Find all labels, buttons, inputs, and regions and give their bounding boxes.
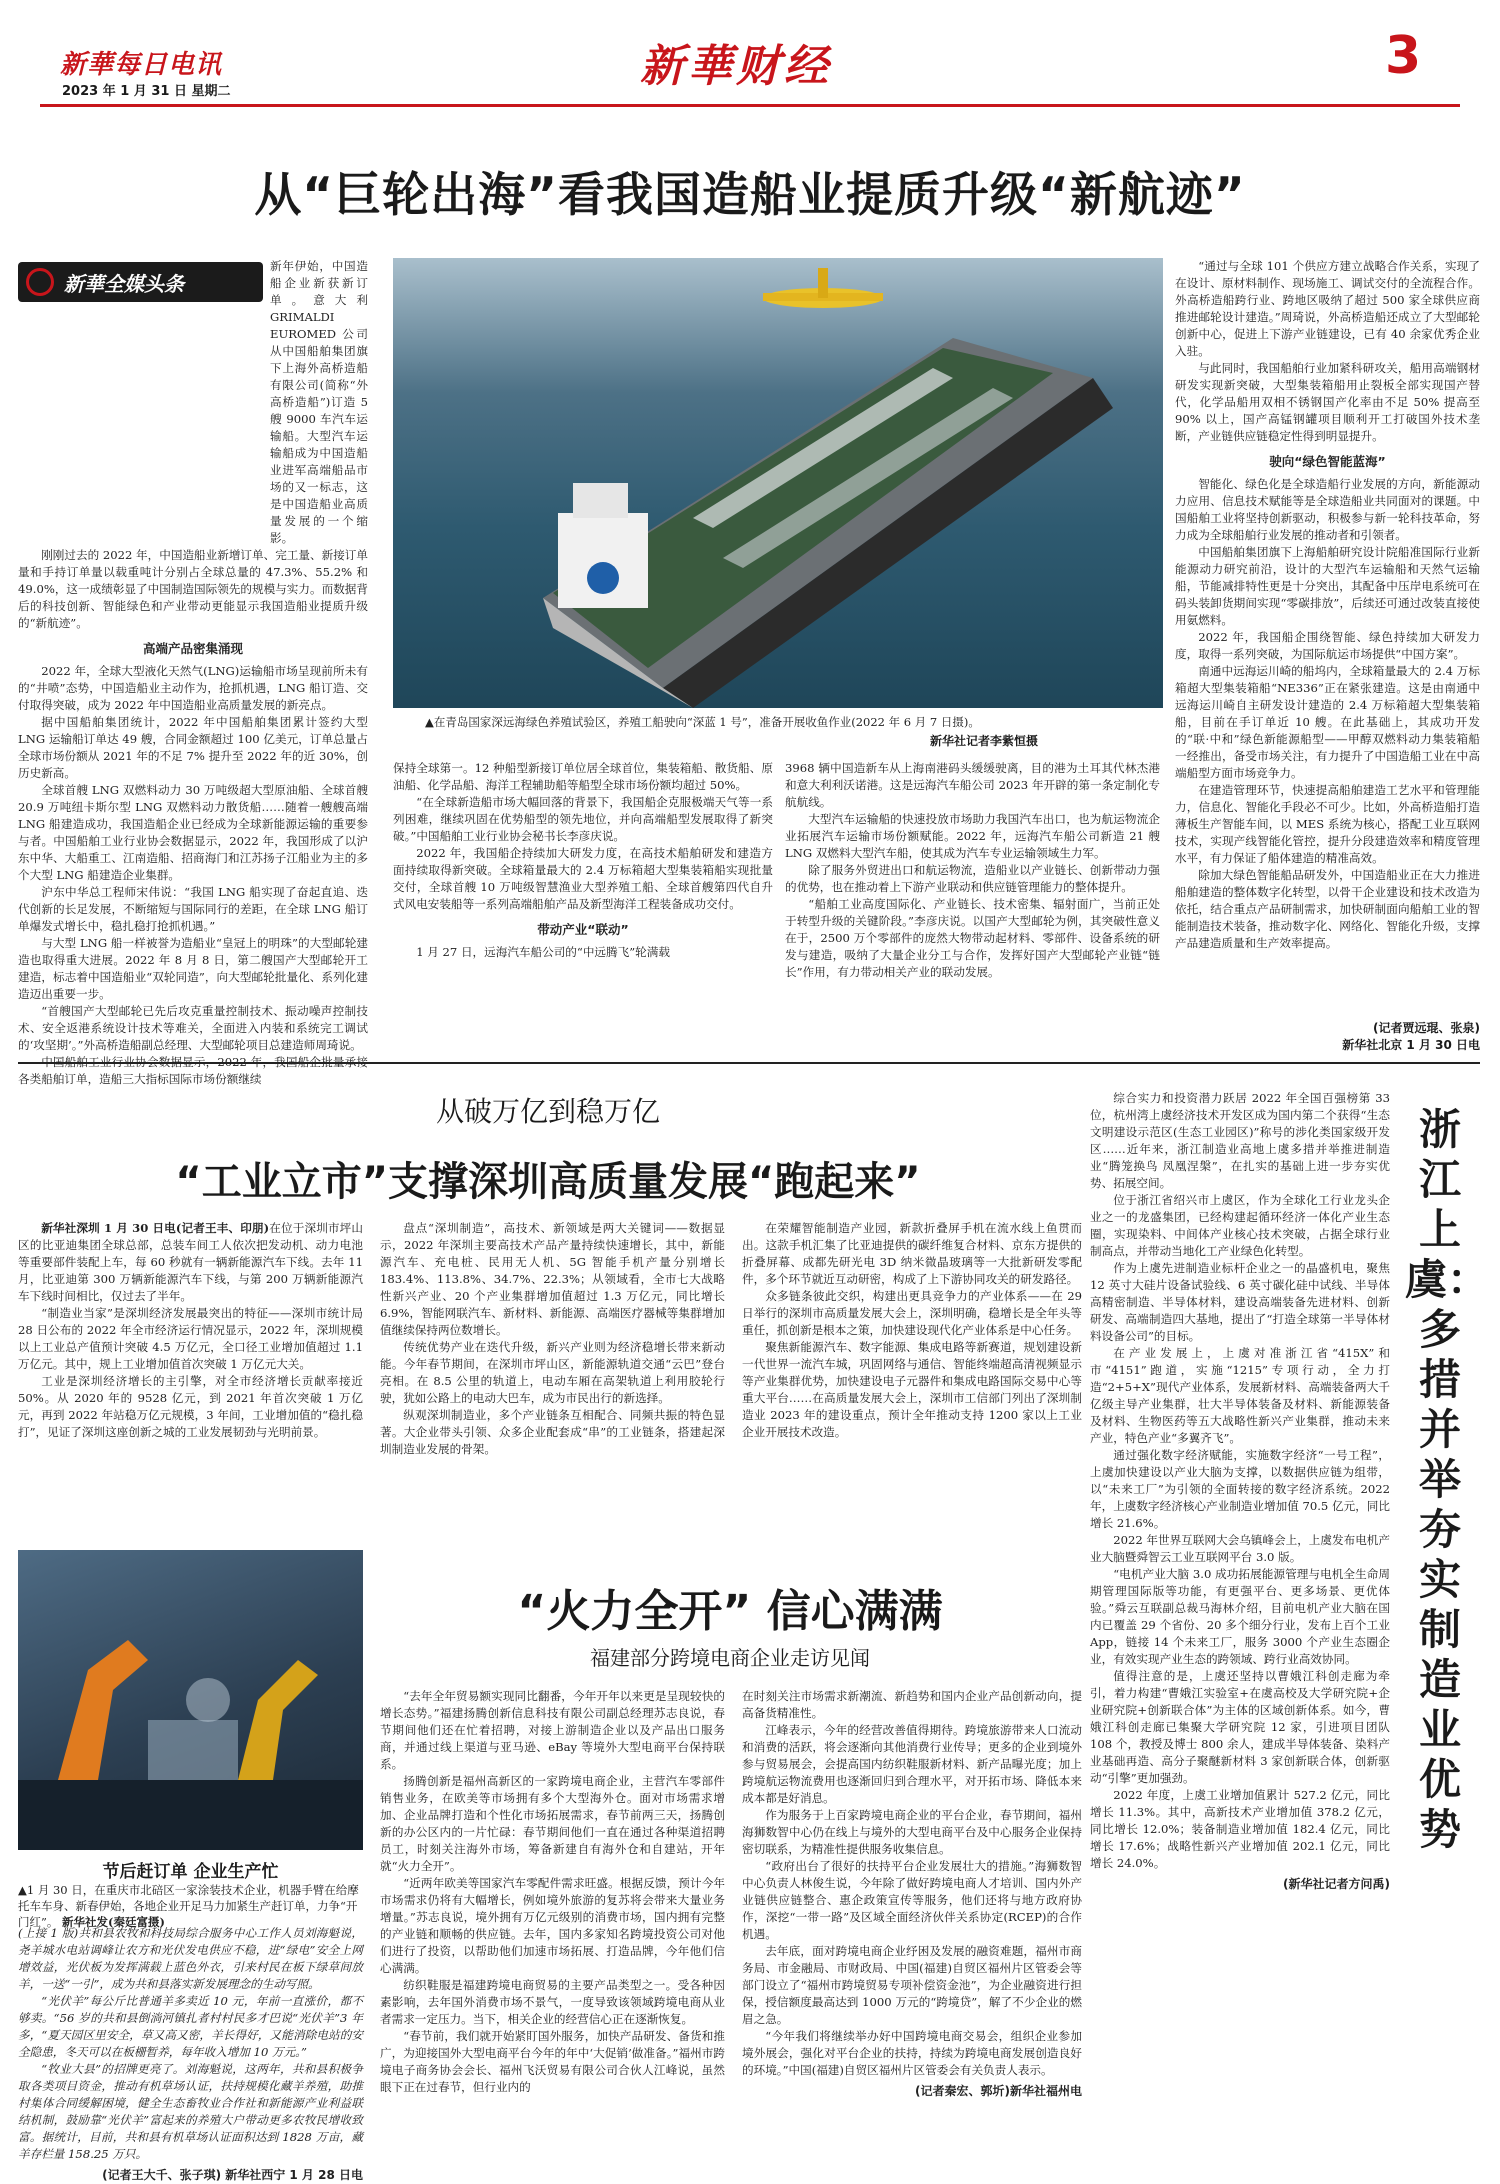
story3-signature: (新华社记者方问禹) (1283, 1877, 1390, 1891)
story1-column4 (1175, 258, 1480, 1018)
factory-photo (18, 1550, 363, 1850)
issue-date: 2023 年 1 月 31 日 星期二 (62, 84, 231, 99)
story1-subhead-2: 带动产业“联动” (537, 922, 629, 937)
story3-paragraph: 综合实力和投资潜力跃居 2022 年全国百强榜第 33 位，杭州湾上虞经济技术开发区成为国内第二个获得“生态文明建设示范区(生态工业园区)”称号的涉化类国家级开发区……近年来，浙江制造业高地上虞多措并举推进制造业“腾笼换鸟 凤凰涅槃”，在扎实的基础上进一步夯实优势、拓展空间。 (1090, 1091, 1390, 1190)
story2-paragraph: 众多链条彼此交织，构建出更具竞争力的产业体系——在 29 日举行的深圳市高质量发展大会上，深圳明确，稳增长是全年头等重任，抓创新是根本之策，加快建设现代化产业体系是中心任务。 (742, 1289, 1082, 1337)
story1-subhead-3: 驶向“绿色智能蓝海” (1269, 454, 1386, 469)
story4-paragraph: “今年我们将继续举办好中国跨境电商交易会，组织企业参加境外展会，强化对平台企业的扶持，持续为跨境电商发展创造良好的环境。”中国(福建)自贸区福州片区管委会有关负责人表示。 (742, 2029, 1082, 2077)
story1-paragraph: “在全球新造船市场大幅回落的背景下，我国船企克服极端天气等一系列困难，继续巩固在优势船型的领先地位，并向高端船型发展取得了新突破。”中国船舶工业行业协会秘书长李彦庆说。 (393, 795, 773, 843)
story1-paragraph: 南通中远海运川崎的船坞内，全球箱量最大的 2.4 万标箱超大型集装箱船“NE336”正在紧张建造。这是由南通中远海运川崎自主研发设计建造的 2.4 万标箱超大型集装箱船，目前在手订单近 10 艘。在此基础上，其成功开发的“联·中和”绿色新能源船型——甲醇双燃料动力集装箱船一经推出，备受市场关注，有力提升了中国造船工业在中高端船型方面市场竞争力。 (1175, 664, 1480, 780)
story1-column2 (393, 760, 773, 1035)
story1-paragraph: “通过与全球 101 个供应方建立战略合作关系，实现了在设计、原材料制作、现场施工、调试交付的全流程合作。外高桥造船跨行业、跨地区吸纳了超过 500 家全球供应商推进邮轮设计建造。”周琦说，外高桥造船还成立了大型邮轮创新中心，促进上下游产业链建设，已有 40 余家优秀企业入驻。 (1175, 259, 1480, 358)
story1-paragraph: 大型汽车运输船的快速投放市场助力我国汽车出口，也为航运物流企业拓展汽车运输市场份额赋能。2022 年，远海汽车船公司新造 21 艘 LNG 双燃料大型汽车船，使其成为汽车专业运输领域生力军。 (785, 812, 1160, 860)
story4-headline: “火力全开” 信心满满 (517, 1586, 943, 1637)
story1-signature (1175, 1020, 1480, 1054)
story1-paragraph: 3968 辆中国造新车从上海南港码头缓缓驶离，目的港为土耳其代林杰港和意大利利沃诺港。这是远海汽车船公司 2023 年开辟的第一条定制化专航航线。 (785, 761, 1160, 809)
story1-paragraph: 2022 年，我国船企围绕智能、绿色持续加大研发力度，取得一系列突破，为国际航运市场提供“中国方案”。 (1175, 630, 1480, 661)
story5-paragraph: “光伏羊”每公斤比普通羊多卖近 10 元，年前一直涨价，都不够卖。“56 岁的共和县倒淌河镇扎者村村民多才巴说“光伏羊”3 年多，“夏天园区里安全，草又高又密，羊长得好，又能消除电站的安全隐患，冬天可以在板栅暂养，每年收入增加 10 万元。” (18, 1994, 363, 2059)
story3-paragraph: 作为上虞先进制造业标杆企业之一的晶盛机电，聚焦 12 英寸大硅片设备试验线、6 英寸碳化硅中试线、半导体高精密制造、半导体材料，建设高端装备先进材料、创新研发、高端制造四大基地，提出了“打造全球第一半导体材料设备公司”的目标。 (1090, 1261, 1390, 1343)
story1-paragraph: 全球首艘 LNG 双燃料动力 30 万吨级超大型原油船、全球首艘 20.9 万吨纽卡斯尔型 LNG 双燃料动力散货船……随着一艘艘高端 LNG 船建造成功，我国造船企业已经成为全球新能源运输的重要参与者。中国船舶工业行业协会数据显示，2022 年，我国形成了以沪东中华、大船重工、江南造船、招商海门和江苏扬子江船业为主的多个大型 LNG 船建造企业集群。 (18, 783, 368, 882)
ship-photo-caption (425, 714, 1160, 730)
story4-paragraph: 作为服务于上百家跨境电商企业的平台企业，春节期间，福州海狮数智中心仍在线上与境外的大型电商平台及中心服务企业保持密切联系，为精准性提供服务收集信息。 (742, 1808, 1082, 1856)
photo-credit: 新华社发(秦廷富摄) (62, 1915, 165, 1929)
robot-arm-illustration (18, 1550, 363, 1850)
story1-paragraph: 除了服务外贸进出口和航运物流，造船业以产业链长、创新带动力强的优势，也在推动着上下游产业联动和供应链管理能力的整体提升。 (785, 863, 1160, 894)
story2-paragraph: 聚焦新能源汽车、数字能源、集成电路等新赛道，规划建设新一代世界一流汽车城，巩固网络与通信、智能终端超高清视频显示等产业集群优势，加快建设电子元器件和集成电路国际交易中心等重大平台……在高质量发展大会上，深圳市工信部门列出了深圳制造业 2023 年的建设重点，预计全年推动支持 1200 家以上工业企业开展技术改造。 (742, 1340, 1082, 1439)
story1-reporters: (记者贾远琨、张泉) (1373, 1021, 1480, 1035)
newspaper-logo: 新華每日电讯 (60, 50, 223, 80)
story4-subhead: 福建部分跨境电商企业走访见闻 (590, 1646, 870, 1670)
story2-column3 (742, 1220, 1082, 1550)
story1-dateline: 新华社北京 1 月 30 日电 (1342, 1038, 1480, 1052)
story2-paragraph: 纵观深圳制造业，多个产业链条互相配合、同频共振的特色显著。大企业带头引领、众多企业配套成“串”的工业链条，搭建起深圳制造业发展的骨架。 (380, 1408, 725, 1456)
ship-photo-credit: 新华社记者李紫恒摄 (930, 734, 1039, 748)
masthead (0, 0, 1500, 110)
story1-paragraph: 保持全球第一。12 种船型新接订单位居全球首位，集装箱船、散货船、原油船、化学品船、海洋工程辅助船等船型全球市场份额均超过 50%。 (393, 761, 773, 792)
story4-signature: (记者秦宏、郭圻)新华社福州电 (915, 2084, 1082, 2098)
story1-column3 (785, 760, 1160, 1035)
story1-paragraph: 据中国船舶集团统计，2022 年中国船舶集团累计签约大型 LNG 运输船订单达 49 艘，合同金额超过 100 亿美元，订单总量占全球市场份额从 2021 年的不足 7% 提升至 2022 年的近 30%，创历史新高。 (18, 715, 368, 780)
story1-paragraph: 与此同时，我国船舶行业加紧科研攻关，船用高端钢材研发实现新突破，大型集装箱船用止裂板全部实现国产替代，化学品船用双相不锈钢国产化率由不足 50% 提高至 90% 以上，国产高锰钢罐项目顺利开工打破国外技术垄断，产业链供应链稳定性得到明显提升。 (1175, 361, 1480, 443)
story5-column (18, 1925, 363, 2182)
ship-photo (393, 258, 1163, 708)
story1-paragraph: “船舶工业高度国际化、产业链长、技术密集、辐射面广，当前正处于转型升级的关键阶段。”李彦庆说。以国产大型邮轮为例，其突破性意义在于，2500 万个零部件的庞然大物带动起材料、零部件、设备系统的研发与建造，吸纳了大量企业分工与合作，发挥好国产大型邮轮产业链“链长”作用，有力带动相关产业的联动发展。 (785, 897, 1160, 979)
story4-paragraph: “春节前，我们就开始紧盯国外服务，加快产品研发、备货和推广，为迎接国外大型电商平台今年的年中‘大促销’做准备。”福州市跨境电子商务协会会长、福州飞沃贸易有限公司合伙人江峰说，虽然眼下正在过春节，但行业内的 (380, 2029, 725, 2094)
story1-paragraph: 在建造管理环节，快速提高船舶建造工艺水平和管理能力，信息化、智能化手段必不可少。比如，外高桥造船打造薄板生产智能车间，以 MES 系统为核心，搭配工业互联网技术，实现产线智能化管控，提升分段建造效率和精度管理水平，有力保证了船体建造的精准高效。 (1175, 783, 1480, 865)
story3-paragraph: “电机产业大脑 3.0 成功拓展能源管理与电机全生命周期管理国际版等功能，有更强平台、更多场景、更优体验。”舜云互联副总裁马海林介绍，目前电机产业大脑在国内已覆盖 29 个省份、20 多个细分行业，发布上百个工业 App，链接 14 个未来工厂，服务 3000 个产业生态圈企业，有效实现产业生态的跨领域、跨行业高效协同。 (1090, 1567, 1390, 1666)
story5-paragraph: (上接 1 版)共和县农牧和科技局综合服务中心工作人员刘海魁说，尧羊城水电站调峰让农方和光伏发电供应不稳，进“绿电”安全上网增效益，光伏板为发挥满载上蓝色外衣，引来村民在板下绿草间放羊，一送“一引”，成为共和县落实新发展理念的生动写照。 (18, 1926, 363, 1991)
badge-label: 新華全媒头条 (64, 272, 184, 296)
story2-dateline: 新华社深圳 1 月 30 日电 (41, 1221, 176, 1235)
story2-paragraph: 传统优势产业在迭代升级，新兴产业则为经济稳增长带来新动能。今年春节期间，在深圳市坪山区，新能源轨道交通“云巴”登台亮相。在 8.5 公里的轨道上，电动车厢在高架轨道上利用胶轮行驶，犹如公路上的电动大巴车，成为市民出行的新选择。 (380, 1340, 725, 1405)
section-divider (18, 1062, 1480, 1064)
story4-paragraph: 江峰表示，今年的经营改善值得期待。跨境旅游带来人口流动和消费的活跃，将会逐渐向其他消费行业传导；更多的企业到境外参与贸易展会，会提高国内纺织鞋服新材料、新产品曝光度；加上跨境航运物流费用也逐渐回归到合理水平，对开拓市场、降低本来成本都是好消息。 (742, 1723, 1082, 1805)
story5-paragraph: “牧业大县”的招牌更亮了。刘海魁说，这两年，共和县积极争取各类项目资金，推动有机草场认证，扶持规模化藏羊养殖，助推村集体合同缓解困境，健全生态畜牧业合作社和新能源产业利益联结机制，鼓励靠“光伏羊”富起来的养殖大户带动更多农牧民增收致富。据统计，目前，共和县有机草场认证面积达到 1828 万亩，藏羊存栏量 158.25 万只。 (18, 2062, 363, 2161)
story1-headline: 从“巨轮出海”看我国造船业提质升级“新航迹” (254, 168, 1246, 223)
story1-paragraph: 中国船舶集团旗下上海船舶研究设计院船准国际行业新能源动力研究前沿，设计的大型汽车运输船和天然气运输船，节能减排特性更是十分突出，其配备中压岸电系统可在码头装卸货期间实现“零碳排放”，后续还可通过改装直接使用氨燃料。 (1175, 545, 1480, 627)
story1-subhead-1: 高端产品密集涌现 (142, 641, 243, 656)
story1-paragraph: 刚刚过去的 2022 年，中国造船业新增订单、完工量、新接订单量和手持订单量以载重吨计分别占全球总量的 47.3%、55.2% 和 49.0%，这一成绩彰显了中国制造国际领先的规模与实力。而数据背后的科技创新、智能绿色和产业带动更能显示我国造船业提质升级的“新航迹”。 (18, 548, 368, 630)
story4-paragraph: “政府出台了很好的扶持平台企业发展壮大的措施。”海狮数智中心负责人林俊生说，今年除了做好跨境电商人才培训、国内外产业链供应链整合、惠企政策宣传等服务，他们还将与地方政府协作，深挖“一带一路”及区域全面经济伙伴关系协定(RCEP)的合作机遇。 (742, 1859, 1082, 1941)
story3-column (1090, 1090, 1390, 2165)
story1-lead: 新年伊始，中国造船企业新获新订单。意大利 GRIMALDI EUROMED 公司从中国船舶集团旗下上海外高桥造船有限公司(简称“外高桥造船”)订造 5 艘 9000 车汽车运输船。大型汽车运输船成为中国造船业进军高端船品市场的又一标志，这是中国造船业高质量发展的一个缩影。 (270, 259, 368, 545)
story1-paragraph: 除加大绿色智能船品研发外，中国造船业正在大力推进船舶建造的整体数字化转型，以骨干企业建设和技术改造为依托，结合重点产品研制需求，加快研制面向船舶工业的智能制造技术装备，推动数字化、网络化、智能化升级，支撑产品建造质量和生产效率提高。 (1175, 868, 1480, 950)
story2-paragraph: 在荣耀智能制造产业园，新款折叠屏手机在流水线上鱼贯而出。这款手机汇集了比亚迪提供的碳纤维复合材料、京东方提供的折叠屏幕、成都先研光电 3D 纳米微晶玻璃等一大批新研发零配件，多个环节就近互动研密，构成了上下游协同攻关的研发路径。 (742, 1221, 1082, 1286)
factory-photo-title: 节后赶订单 企业生产忙 (102, 1862, 279, 1882)
ship-illustration (393, 258, 1163, 708)
story2-headline: “工业立市”支撑深圳高质量发展“跑起来” (175, 1159, 921, 1205)
story4-column1 (380, 1688, 725, 2163)
story4-paragraph: “近两年欧美等国家汽车零配件需求旺盛。根据反馈，预计今年市场需求仍将有大幅增长，例如境外旅游的复苏将会带来大量业务增量。”苏志良说，境外拥有万亿元级别的消费市场，国内拥有完整的产业链和顺畅的供应链。去年，国内多家知名跨境投资公司对他们进行了投资，以帮助他们加速市场拓展、打造品牌，今年他们信心满满。 (380, 1876, 725, 1975)
story1-paragraph: 沪东中华总工程师宋伟说：“我国 LNG 船实现了奋起直追、迭代创新的长足发展，不断缩短与国际同行的差距，在全球 LNG 船订单爆发式增长中，稳扎稳打抢抓机遇。” (18, 885, 368, 933)
masthead-rule (40, 104, 1460, 107)
story2-paragraph: “制造业当家”是深圳经济发展最突出的特征——深圳市统计局 28 日公布的 2022 年全市经济运行情况显示，2022 年，深圳规模以上工业总产值预计突破 4.5 万亿元，全口径工业增加值超过 1.1 万亿元。其中，规上工业增加值首次突破 1 万亿元大关。 (18, 1306, 363, 1371)
factory-photo-caption (18, 1882, 363, 1930)
story3-paragraph: 通过强化数字经济赋能，实施数字经济“一号工程”，上虞加快建设以产业大脑为支撑，以数据供应链为组带，以“未来工厂”为引领的全面转接的数字经济系统。2022 年，上虞数字经济核心产业制造业增加值 70.5 亿元，同比增长 21.6%。 (1090, 1448, 1390, 1530)
story4-paragraph: “去年全年贸易额实现同比翻番，今年开年以来更是呈现较快的增长态势。”福建扬腾创新信息科技有限公司副总经理苏志良说，春节期间他们还在忙着招聘，对接上游制造企业以及产品出口服务商，并通过线上渠道与亚马逊、eBay 等境外大型电商平台保持联系。 (380, 1689, 725, 1771)
story3-paragraph: 在产业发展上，上虞对准浙江省“415X”和市“4151”跑道，实施“1215”专项行动，全力打造“2+5+X”现代产业体系，发展新材料、高端装备两大千亿级主导产业集群，壮大半导体装备及材料、新能源装备及材料、生物医药等五大战略性新兴产业集群，推动未来产业，特色产业“多翼齐飞”。 (1090, 1346, 1390, 1445)
story3-headline: 浙江上虞：多措并举夯实制造业优势 (1405, 1105, 1490, 1854)
story1-paragraph: 2022 年，我国船企持续加大研发力度，在高技术船舶研发和建造方面持续取得新突破。全球箱量最大的 2.4 万标箱超大型集装箱船实现批量交付，全球首艘 10 万吨级智慧渔业大型养殖工船、全球首艘第四代自升式风电安装船等一系列高端船舶产品及新型海洋工程装备成功交付。 (393, 846, 773, 911)
story1-column1 (18, 258, 368, 1086)
story5-signature: (记者王大千、张子琪) 新华社西宁 1 月 28 日电 (102, 2168, 363, 2182)
story2-paragraph: 工业是深圳经济增长的主引擎，对全市经济增长贡献率接近 50%。从 2020 年的 9528 亿元，到 2021 年首次突破 1 万亿元，再到 2022 年站稳万亿元规模，3 年间，工业增加值的“稳扎稳打”，见证了深圳这座创新之城的工业发展韧劲与光明前景。 (18, 1374, 363, 1439)
story4-column2 (742, 1688, 1082, 2163)
story1-paragraph: “首艘国产大型邮轮已先后攻克重量控制技术、振动噪声控制技术、安全返港系统设计技术等难关，全面进入内装和系统完工调试的‘攻坚期’。”外高桥造船副总经理、大型邮轮项目总建造师周琦说。 (18, 1004, 368, 1052)
page-number: 3 (1385, 26, 1422, 86)
story3-paragraph: 位于浙江省绍兴市上虞区，作为全球化工行业龙头企业之一的龙盛集团，已经构建起循环经济一体化产业生态圈，实现染料、中间体产业核心技术突破，占据全球行业制高点，并带动当地化工产业绿色化转型。 (1090, 1193, 1390, 1258)
caption-text: ▲1 月 30 日，在重庆市北碚区一家涂装技术企业，机器手臂在给摩托车车身、新春伊始，各地企业开足马力加紧生产赶订单，力争“开门红”。 (18, 1883, 359, 1929)
story4-paragraph: 在时刻关注市场需求新潮流、新趋势和国内企业产品创新动向，提高备货精准性。 (742, 1689, 1082, 1720)
story2-lead-text: 在位于深圳市坪山区的比亚迪集团全球总部，总装车间工人依次把发动机、动力电池等重要部件装配上车，每 60 秒就有一辆新能源汽车下线。去年 11 月，比亚迪第 300 万辆新能源汽车下线，与第 200 万辆新能源汽车下线时间相比，仅过去了半年。 (18, 1221, 363, 1303)
story1-paragraph: 2022 年，全球大型液化天然气(LNG)运输船市场呈现前所未有的“井喷”态势，中国造船业主动作为，抢抓机遇，LNG 船订造、交付取得突破，成为 2022 年中国造船业高质量发展的新亮点。 (18, 664, 368, 712)
story4-paragraph: 纺织鞋服是福建跨境电商贸易的主要产品类型之一。受各种因素影响，去年国外消费市场不景气，一度导致该领域跨境电商从业者需求一定压力。当下，相关企业的经营信心正在逐渐恢复。 (380, 1978, 725, 2026)
story4-paragraph: 去年底，面对跨境电商企业纾困及发展的融资难题，福州市商务局、市金融局、市财政局、中国(福建)自贸区福州片区管委会等部门设立了“福州市跨境贸易专项补偿资金池”，为企业融资进行担保，授信额度最高达到 1000 万元的“跨境贷”，解了不少企业的燃眉之急。 (742, 1944, 1082, 2026)
story2-kicker: 从破万亿到稳万亿 (435, 1095, 660, 1128)
story1-paragraph: 与大型 LNG 船一样被誉为造船业“皇冠上的明珠”的大型邮轮建造也取得重大进展。2022 年 8 月 8 日，第二艘国产大型邮轮开工建造，标志着中国造船业“双轮同造”，向大型邮轮批量化、系列化建造迈出重要一步。 (18, 936, 368, 1001)
story2-paragraph: 盘点“深圳制造”，高技术、新领域是两大关键词——数据显示，2022 年深圳主要高技术产品产量持续快速增长，其中，新能源汽车、充电桩、民用无人机、5G 智能手机产量分别增长 183.4%、113.8%、34.7%、22.3%；从领域看，全市七大战略性新兴产业、20 个产业集群增加值超过 1.3 万亿元，同比增长 6.9%，智能网联汽车、新材料、新能源、高端医疗器械等集群增加值继续保持两位数增长。 (380, 1221, 725, 1337)
story3-paragraph: 2022 年世界互联网大会乌镇峰会上，上虞发布电机产业大脑暨舜智云工业互联网平台 3.0 版。 (1090, 1533, 1390, 1564)
caption-text: ▲在青岛国家深远海绿色养殖试验区，养殖工船驶向“深蓝 1 号”，准备开展收鱼作业(2022 年 6 月 7 日摄)。 (425, 715, 980, 729)
story2-column2 (380, 1220, 725, 1550)
story2-lead (18, 1220, 363, 1305)
story3-paragraph: 值得注意的是，上虞还坚持以曹娥江科创走廊为牵引，着力构建“曹娥江实验室+在虞高校及大学研究院+企业研究院+创新联合体”为主体的区域创新体系。如今，曹娥江科创走廊已集聚大学研究院 12 家，引进项目团队 108 个，教授及博士 800 余人，建成半导体装备、染料产业基础再造、高分子聚醚新材料 3 家创新联合体，创新驱动“引擎”更加强劲。 (1090, 1669, 1390, 1785)
story1-paragraph: 各类船舶订单，造船三大指标国际市场份额继续 (18, 1072, 262, 1086)
story3-paragraph: 2022 年度，上虞工业增加值累计 527.2 亿元，同比增长 11.3%。其中，高新技术产业增加值 378.2 亿元，同比增长 12.0%；装备制造业增加值 182.4 亿元，同比增长 17.6%；战略性新兴产业增加值 202.1 亿元，同比增长 24.0%。 (1090, 1788, 1390, 1870)
story4-paragraph: 扬腾创新是福州高新区的一家跨境电商企业，主营汽车零部件销售业务，在欧美等市场拥有多个大型海外仓。面对市场需求增加、企业品牌打造和个性化市场拓展需求，春节前两三天，扬腾创新的办公区内的一片忙碌：春节期间他们一直在通过各种渠道招聘员工，时刻关注海外市场，筹备新建自有海外仓和自建站，开年就“火力全开”。 (380, 1774, 725, 1873)
section-title: 新華财经 (640, 41, 832, 92)
story1-paragraph: 1 月 27 日，远海汽车船公司的“中远腾飞”轮满载 (416, 945, 670, 959)
story2-reporters: (记者王丰、印朋) (175, 1221, 270, 1235)
story2-column1 (18, 1220, 363, 1550)
story1-paragraph: 智能化、绿色化是全球造船行业发展的方向，新能源动力应用、信息技术赋能等是全球造船业共同面对的课题。中国船舶工业将坚持创新驱动，积极参与新一轮科技革命，努力成为全球船舶行业发展的推动者和引领者。 (1175, 477, 1480, 542)
